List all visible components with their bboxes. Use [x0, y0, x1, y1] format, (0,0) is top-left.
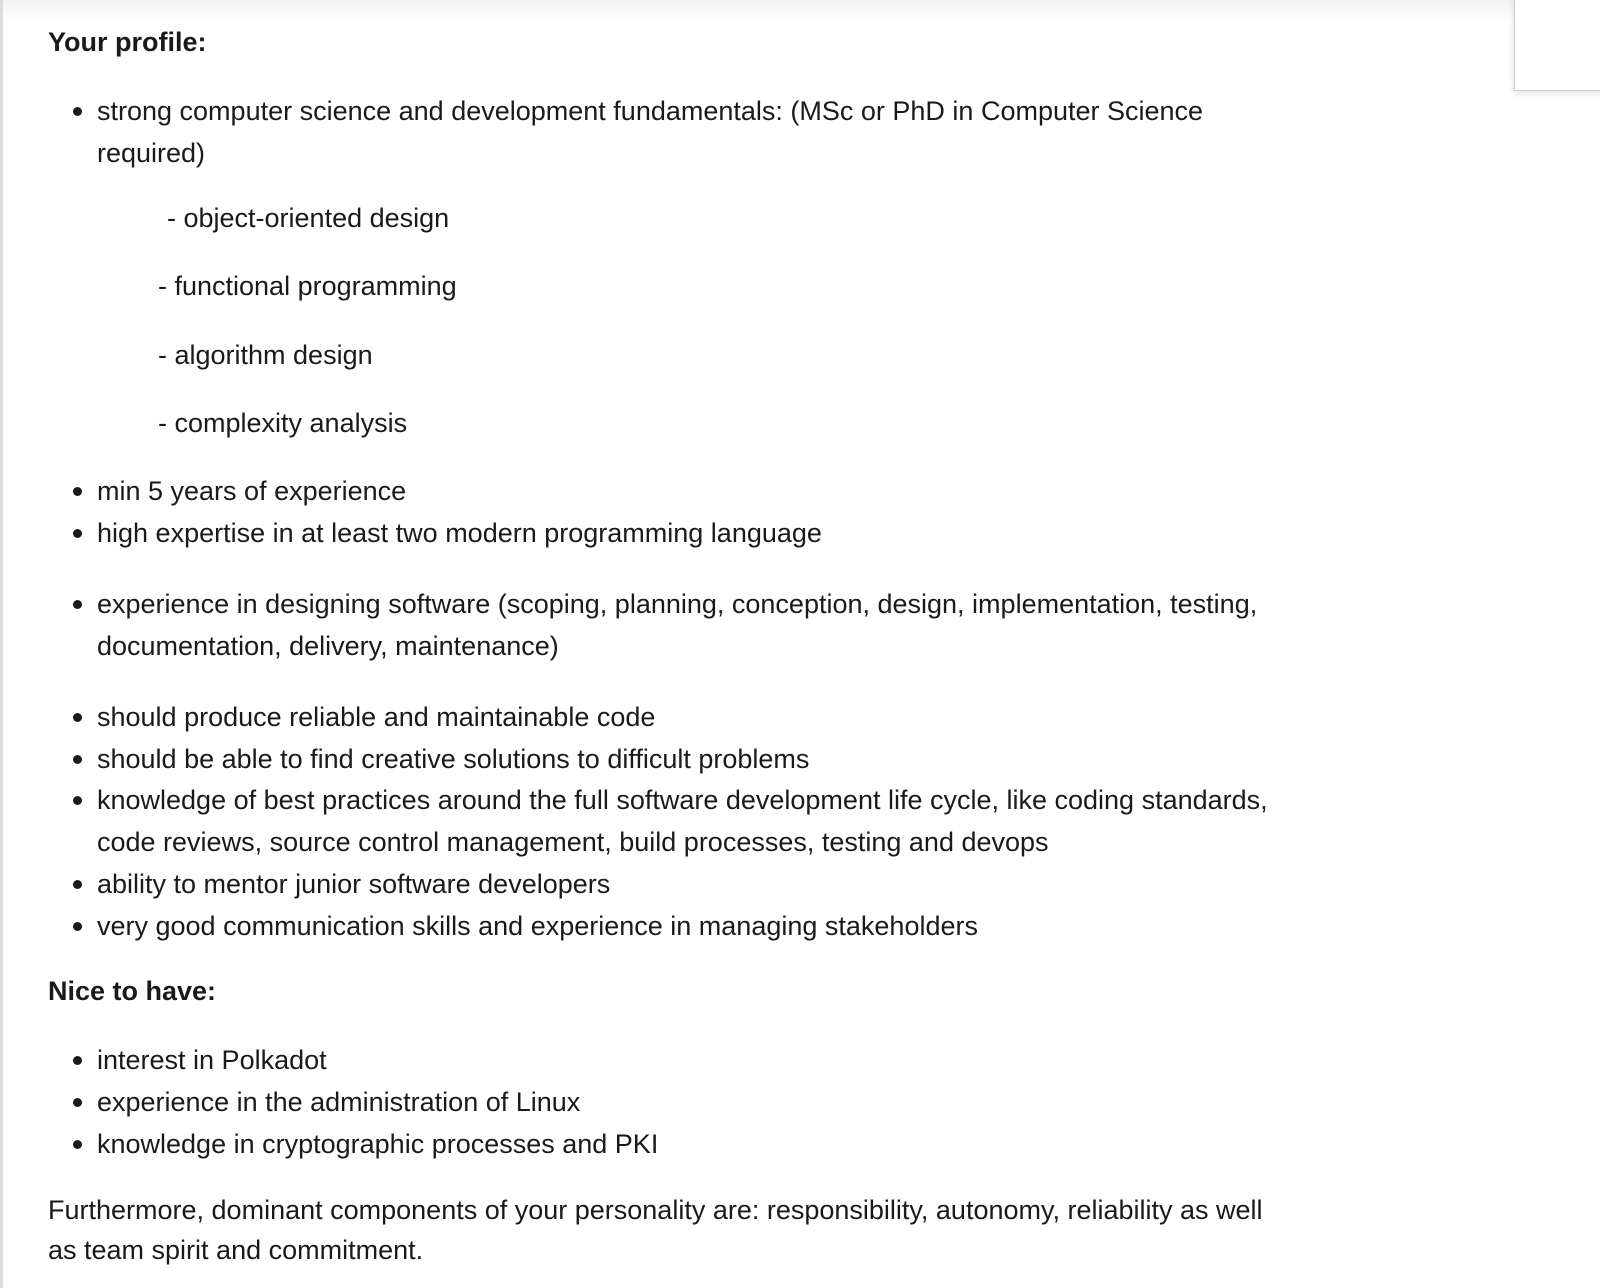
- nice-heading: Nice to have:: [48, 976, 217, 1006]
- closing-paragraph: Furthermore, dominant components of your personality are: responsibility, autonomy, reliability as well as team spirit and commitment.: [48, 1195, 1263, 1265]
- list-item: min 5 years of experience: [97, 470, 1287, 512]
- floating-panel: [1514, 0, 1600, 91]
- profile-heading: Your profile:: [48, 27, 207, 57]
- sub-item: - object-oriented design: [167, 203, 450, 233]
- list-item: should be able to find creative solutions to difficult problems: [97, 738, 1287, 780]
- list-item: experience in the administration of Linux: [97, 1081, 1287, 1123]
- sub-item: - functional programming: [158, 271, 457, 301]
- list-item: knowledge in cryptographic processes and PKI: [97, 1123, 1287, 1165]
- sub-item: - algorithm design: [158, 340, 373, 370]
- list-item: should produce reliable and maintainable code: [97, 696, 1287, 738]
- top-shadow: [3, 0, 1600, 22]
- list-item: strong computer science and development fundamentals: (MSc or PhD in Computer Science required): [97, 90, 1287, 174]
- list-item: interest in Polkadot: [97, 1039, 1287, 1081]
- page-left-border: [0, 0, 3, 1288]
- sub-item: - complexity analysis: [158, 408, 408, 438]
- list-item: ability to mentor junior software developers: [97, 863, 1287, 905]
- list-item: high expertise in at least two modern programming language: [97, 512, 1287, 554]
- list-item: very good communication skills and experience in managing stakeholders: [97, 905, 1287, 947]
- list-item: knowledge of best practices around the full software development life cycle, like coding standards, code reviews, source control management, build processes, testing and devops: [97, 779, 1287, 863]
- list-item: experience in designing software (scoping, planning, conception, design, implementation, testing, documentation, delivery, maintenance): [97, 583, 1287, 667]
